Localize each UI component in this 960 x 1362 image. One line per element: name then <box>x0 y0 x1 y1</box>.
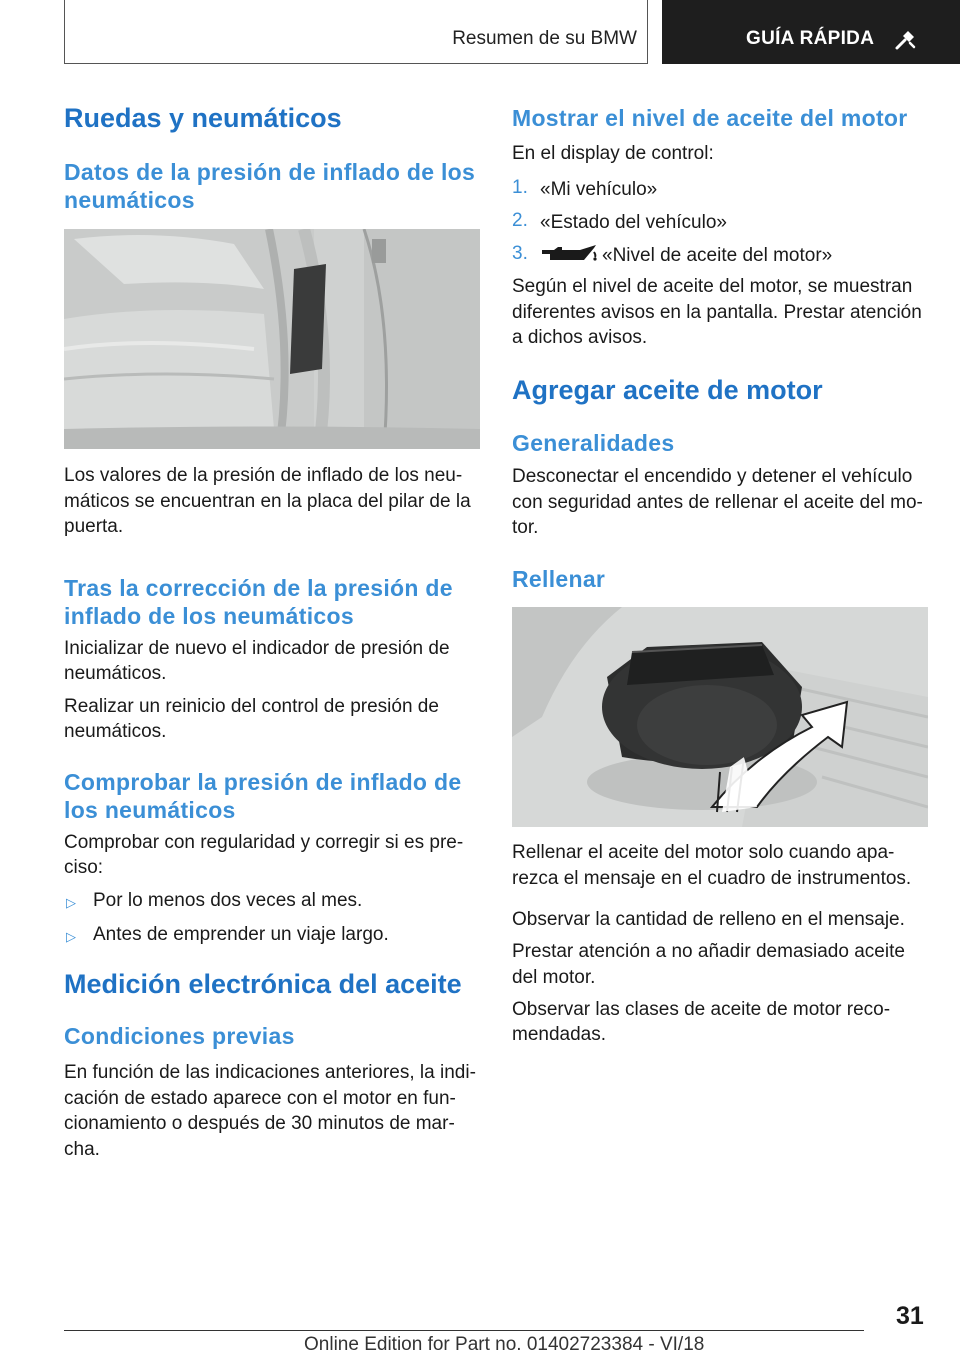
not-much-line2: del motor. <box>512 967 596 988</box>
step-text: «Mi vehículo» <box>540 179 658 200</box>
check-line1: Comprobar con regularidad y corregir si es pre- <box>64 832 464 853</box>
level-line2: diferentes avisos en la pantalla. Prestar atención <box>512 302 922 323</box>
door-pillar-image <box>64 229 480 449</box>
header-tab-label: GUÍA RÁPIDA <box>746 28 875 49</box>
not-much-line1: Prestar atención a no añadir demasiado aceite <box>512 941 905 962</box>
pressure-values-line3: puerta. <box>64 516 124 537</box>
heading-wheels: Ruedas y neumáticos <box>64 103 342 133</box>
tools-icon <box>894 27 918 56</box>
reinit-line2: neumáticos. <box>64 663 167 684</box>
step-number: 2. <box>512 210 528 231</box>
bullet-item: Por lo menos dos veces al mes. <box>93 890 363 911</box>
conditions-line2: cación de estado aparece con el motor en fun- <box>64 1088 456 1109</box>
header-section-box <box>64 0 648 64</box>
oil-cap-image <box>512 607 928 827</box>
bullet-item: Antes de emprender un viaje largo. <box>93 924 389 945</box>
display-intro: En el display de control: <box>512 143 714 164</box>
triangle-bullet-icon: ▷ <box>66 895 76 910</box>
conditions-line1: En función de las indicaciones anteriores, la indi- <box>64 1062 476 1083</box>
level-line3: a dichos avisos. <box>512 327 648 348</box>
heading-pressure-data-line2: neumáticos <box>64 187 195 213</box>
heading-add-oil: Agregar aceite de motor <box>512 375 823 405</box>
heading-check-line1: Comprobar la presión de inflado de <box>64 769 462 795</box>
pressure-values-line2: máticos se encuentran en la placa del pilar de la <box>64 491 471 512</box>
triangle-bullet-icon: ▷ <box>66 929 76 944</box>
level-line1: Según el nivel de aceite del motor, se muestran <box>512 276 913 297</box>
fill-line1: Rellenar el aceite del motor solo cuando apa- <box>512 842 895 863</box>
step-number: 1. <box>512 177 528 198</box>
reset-line1: Realizar un reinicio del control de presión de <box>64 696 439 717</box>
step-text: «Nivel de aceite del motor» <box>602 245 833 266</box>
page-number: 31 <box>896 1302 924 1330</box>
heading-fill: Rellenar <box>512 566 606 592</box>
heading-general: Generalidades <box>512 430 675 456</box>
conditions-line3: cionamiento o después de 30 minutos de mar- <box>64 1113 455 1134</box>
check-line2: ciso: <box>64 857 104 878</box>
fill-line2: rezca el mensaje en el cuadro de instrumentos. <box>512 868 912 889</box>
reset-line2: neumáticos. <box>64 721 167 742</box>
reinit-line1: Inicializar de nuevo el indicador de presión de <box>64 638 450 659</box>
header-tab <box>662 0 960 64</box>
heading-after-correction-line1: Tras la corrección de la presión de <box>64 575 453 601</box>
general-line3: tor. <box>512 517 539 538</box>
heading-show-oil-level: Mostrar el nivel de aceite del motor <box>512 105 908 131</box>
heading-pressure-data-line1: Datos de la presión de inflado de los <box>64 159 476 185</box>
general-line2: con seguridad antes de rellenar el aceite del mo- <box>512 492 923 513</box>
conditions-line4: cha. <box>64 1139 100 1160</box>
step-text: «Estado del vehículo» <box>540 212 727 233</box>
heading-conditions: Condiciones previas <box>64 1023 295 1049</box>
heading-after-correction-line2: inflado de los neumáticos <box>64 603 354 629</box>
heading-check-line2: los neumáticos <box>64 797 236 823</box>
amount-line: Observar la cantidad de relleno en el mensaje. <box>512 909 905 930</box>
footer-edition: Online Edition for Part no. 01402723384 - VI/18 <box>304 1334 705 1355</box>
footer-divider <box>64 1330 864 1331</box>
step-number: 3. <box>512 243 528 264</box>
general-line1: Desconectar el encendido y detener el vehículo <box>512 466 913 487</box>
classes-line2: mendadas. <box>512 1024 607 1045</box>
pressure-values-line1: Los valores de la presión de inflado de los neu- <box>64 465 463 486</box>
oil-can-icon <box>540 242 600 271</box>
heading-oil-measurement: Medición electrónica del aceite <box>64 969 462 999</box>
header-section-title: Resumen de su BMW <box>452 28 637 49</box>
classes-line1: Observar las clases de aceite de motor reco- <box>512 999 891 1020</box>
